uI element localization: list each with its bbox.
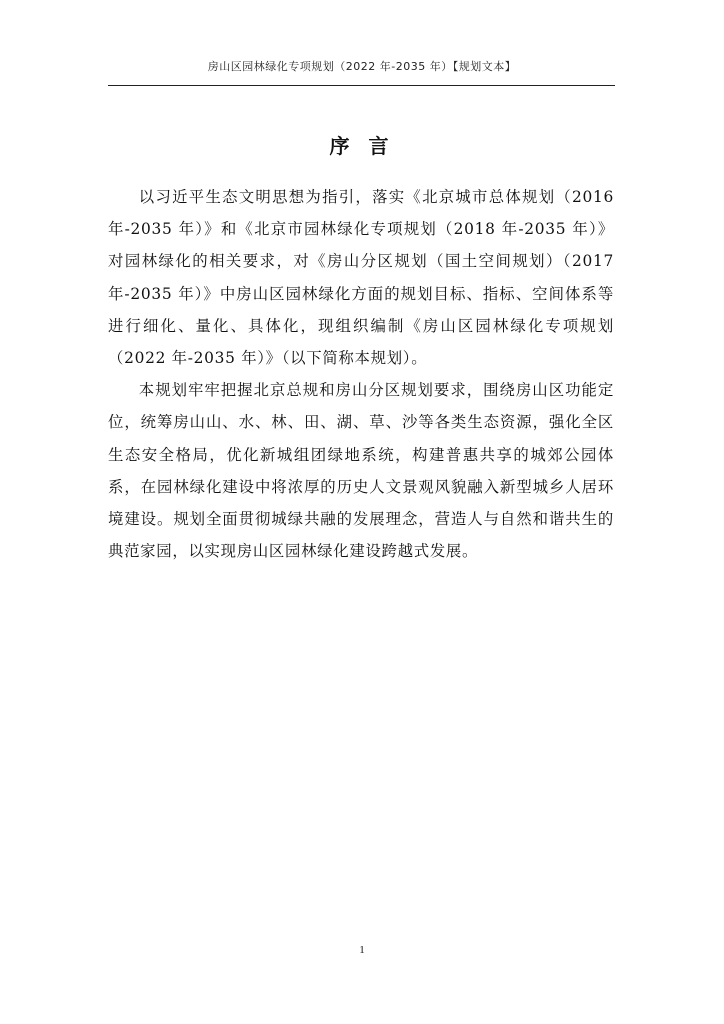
paragraph-1: 以习近平生态文明思想为指引，落实《北京城市总体规划（2016年-2035 年）》和《北京市园林绿化专项规划（2018 年-2035 年）》对园林绿化的相关要求，对《房山分区规划（国土空间规划）（2017年-2035 年）》中房山区园林绿化方面的规划目标、指标、空间体系等进行细化、量化、具体化，现组织编制《房山区园林绿化专项规划（2022 年-2035 年）》（以下简称本规划）。 bbox=[108, 188, 614, 368]
section-title: 序 言 bbox=[329, 134, 395, 158]
body-text bbox=[108, 181, 614, 567]
header-divider bbox=[108, 85, 615, 86]
page-number: 1 bbox=[359, 944, 365, 956]
paragraph-2: 本规划牢牢把握北京总规和房山分区规划要求，围绕房山区功能定位，统筹房山山、水、林、田、湖、草、沙等各类生态资源，强化全区生态安全格局，优化新城组团绿地系统，构建普惠共享的城郊公园体系，在园林绿化建设中将浓厚的历史人文景观风貌融入新型城乡人居环境建设。规划全面贯彻城绿共融的发展理念，营造人与自然和谐共生的典范家园，以实现房山区园林绿化建设跨越式发展。 bbox=[108, 381, 614, 561]
running-header: 房山区园林绿化专项规划（2022 年-2035 年）【规划文本】 bbox=[207, 60, 517, 73]
